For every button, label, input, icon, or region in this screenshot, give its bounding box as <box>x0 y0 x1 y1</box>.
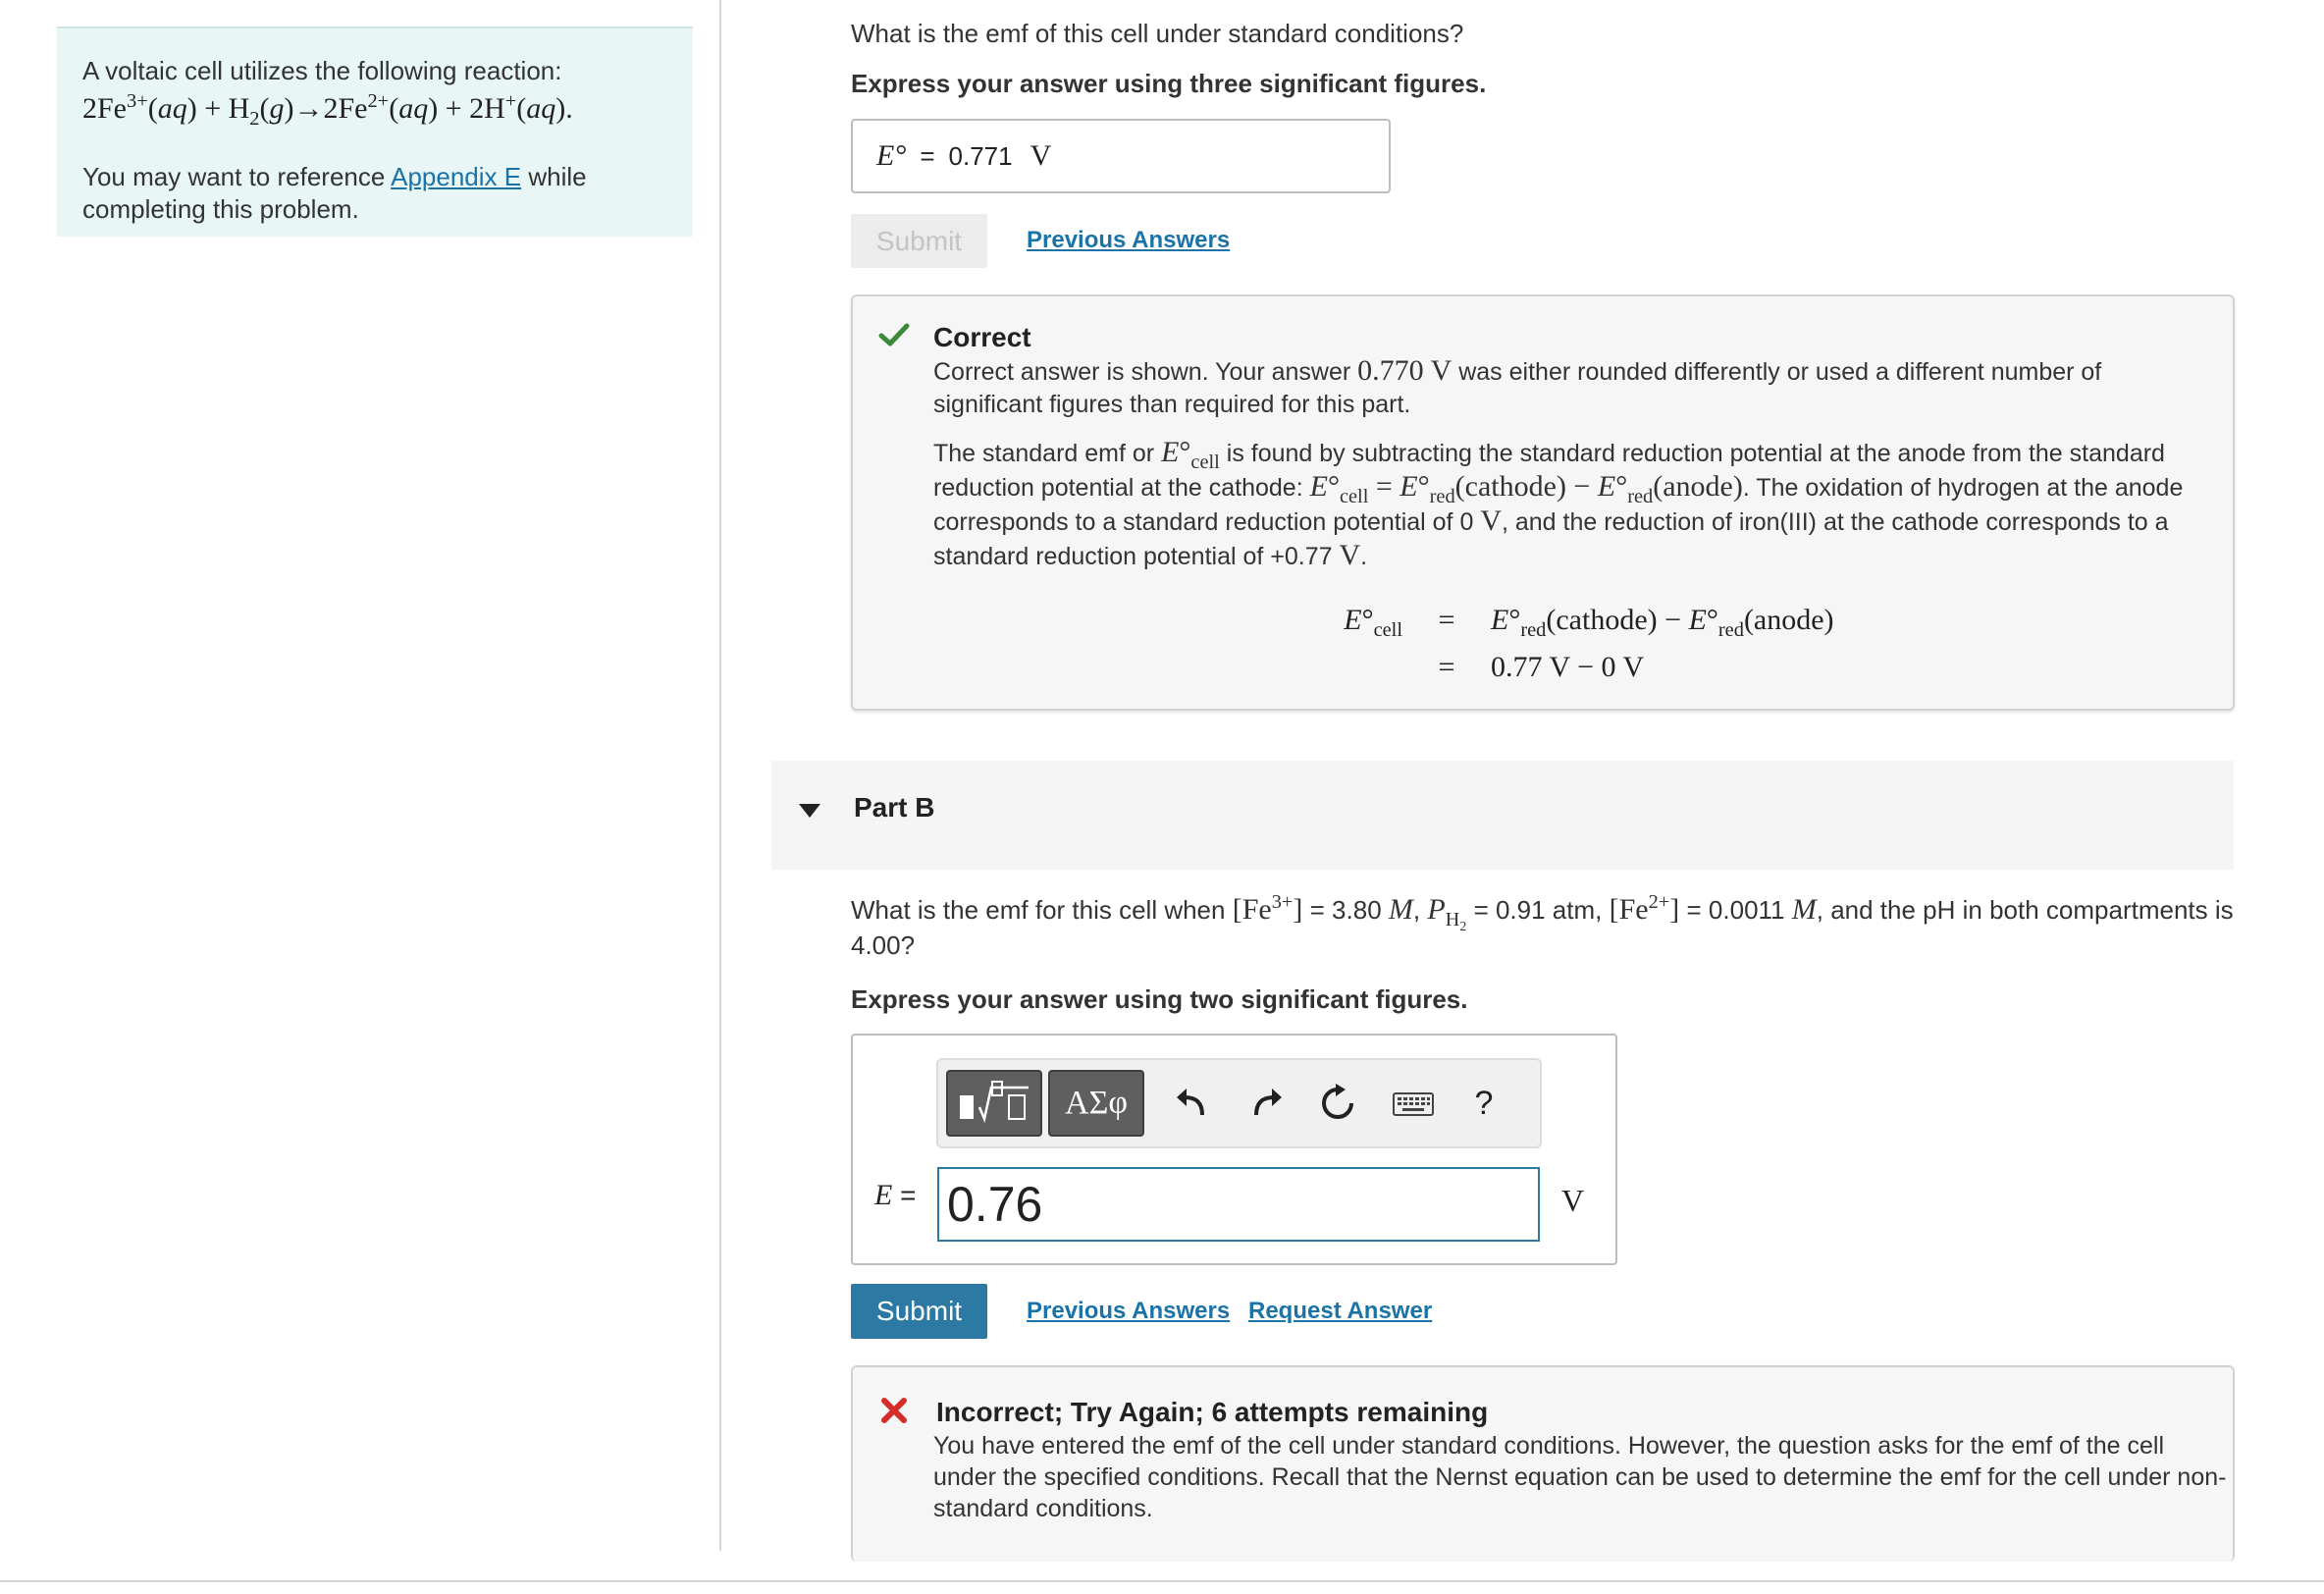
part-b-header[interactable] <box>771 761 2234 870</box>
part-b-title: Part B <box>854 792 935 823</box>
reaction-equation: $2Fe^{3+}(aq) + H_2(g)\to 2Fe^{2+}(aq) + 2H^+(aq)$. <box>82 90 573 130</box>
part-a-answer-box: E° = 0.771 V <box>851 119 1391 193</box>
intro-text: A voltaic cell utilizes the following reaction: <box>82 56 562 85</box>
part-b-submit-button[interactable]: Submit <box>851 1284 987 1339</box>
problem-intro <box>57 27 693 237</box>
bottom-divider <box>0 1580 2324 1582</box>
left-column <box>0 0 721 1551</box>
part-a-instruction: Express your answer using three significant figures. <box>851 69 1487 98</box>
greek-symbols-button[interactable]: ΑΣφ <box>1048 1070 1144 1137</box>
part-b-feedback-incorrect <box>851 1365 2235 1562</box>
collapse-triangle-icon[interactable] <box>799 804 820 818</box>
emf-equation: $E^\circ_{cell}$ = $E^\circ_{red}(cathode)$ − $E^\circ_{red}(anode)$ = 0.77 V − 0 V <box>1344 604 1834 683</box>
redo-icon[interactable] <box>1241 1078 1292 1129</box>
part-b-answer-label: E = <box>874 1179 917 1211</box>
keyboard-icon[interactable] <box>1388 1078 1439 1129</box>
feedback-title: Incorrect; Try Again; 6 attempts remaining <box>936 1397 1489 1427</box>
feedback-line1: Correct answer is shown. Your answer 0.770 V was either rounded differently or used a different number of significant figures than required for this part. <box>933 354 2102 418</box>
part-b-answer-unit: V <box>1561 1183 1585 1218</box>
x-mark-icon <box>880 1397 908 1424</box>
part-b-previous-answers-link[interactable]: Previous Answers <box>1027 1298 1231 1324</box>
undo-icon[interactable] <box>1167 1078 1218 1129</box>
part-b-instruction: Express your answer using two significant figures. <box>851 984 1468 1014</box>
part-a-submit-button: Submit <box>851 214 987 268</box>
part-a-previous-answers-link[interactable]: Previous Answers <box>1027 227 1231 253</box>
part-b-answer-input[interactable]: 0.76 <box>937 1167 1540 1242</box>
templates-button[interactable] <box>946 1070 1042 1137</box>
part-b-question: What is the emf for this cell when $[Fe^{3+}] = 3.80$ M, $P_{H_2} = 0.91$ atm, $[Fe^{2+}] = 0.0011$ M, and the pH in both compartments is 4.00? <box>851 891 2234 961</box>
feedback-explanation: The standard emf or $E^\circ_{cell}$ is found by subtracting the standard reduction potential at the anode from the standard reduction potential at the cathode: $E^\circ_{cell}$ = $E^\circ_{red}(cathode)$ − $E^\circ_{red}(anode)$. The oxidation of hydrogen at the anode corresponds to a standard reduction potential of 0 V, and the reduction of iron(III) at the cathode corresponds to a standard reduction potential of +0.77 V. <box>933 436 2184 571</box>
fraction-root-template-icon <box>954 1080 1034 1127</box>
help-icon[interactable]: ? <box>1474 1084 1494 1122</box>
part-a-question: What is the emf of this cell under standard conditions? <box>851 19 1464 48</box>
feedback-body: You have entered the emf of the cell under standard conditions. However, the question asks for the emf of the cell under the specified conditions. Recall that the Nernst equation can be used to determine the emf for the cell under non-standard conditions. <box>933 1432 2227 1522</box>
part-a-feedback-correct <box>851 294 2235 711</box>
reference-text: You may want to reference Appendix E while completing this problem. <box>82 162 587 224</box>
part-a-answer-unit: V <box>1030 139 1052 172</box>
reset-icon[interactable] <box>1312 1078 1363 1129</box>
appendix-e-link[interactable]: Appendix E <box>391 162 522 191</box>
part-a-answer-label: E° <box>876 139 907 172</box>
part-b-answer-box <box>851 1034 1617 1265</box>
part-b-request-answer-link[interactable]: Request Answer <box>1248 1298 1433 1324</box>
part-a-answer-value: 0.771 <box>948 140 1013 171</box>
feedback-title: Correct <box>933 322 1031 352</box>
checkmark-icon <box>878 322 910 347</box>
math-toolbar <box>936 1058 1542 1148</box>
